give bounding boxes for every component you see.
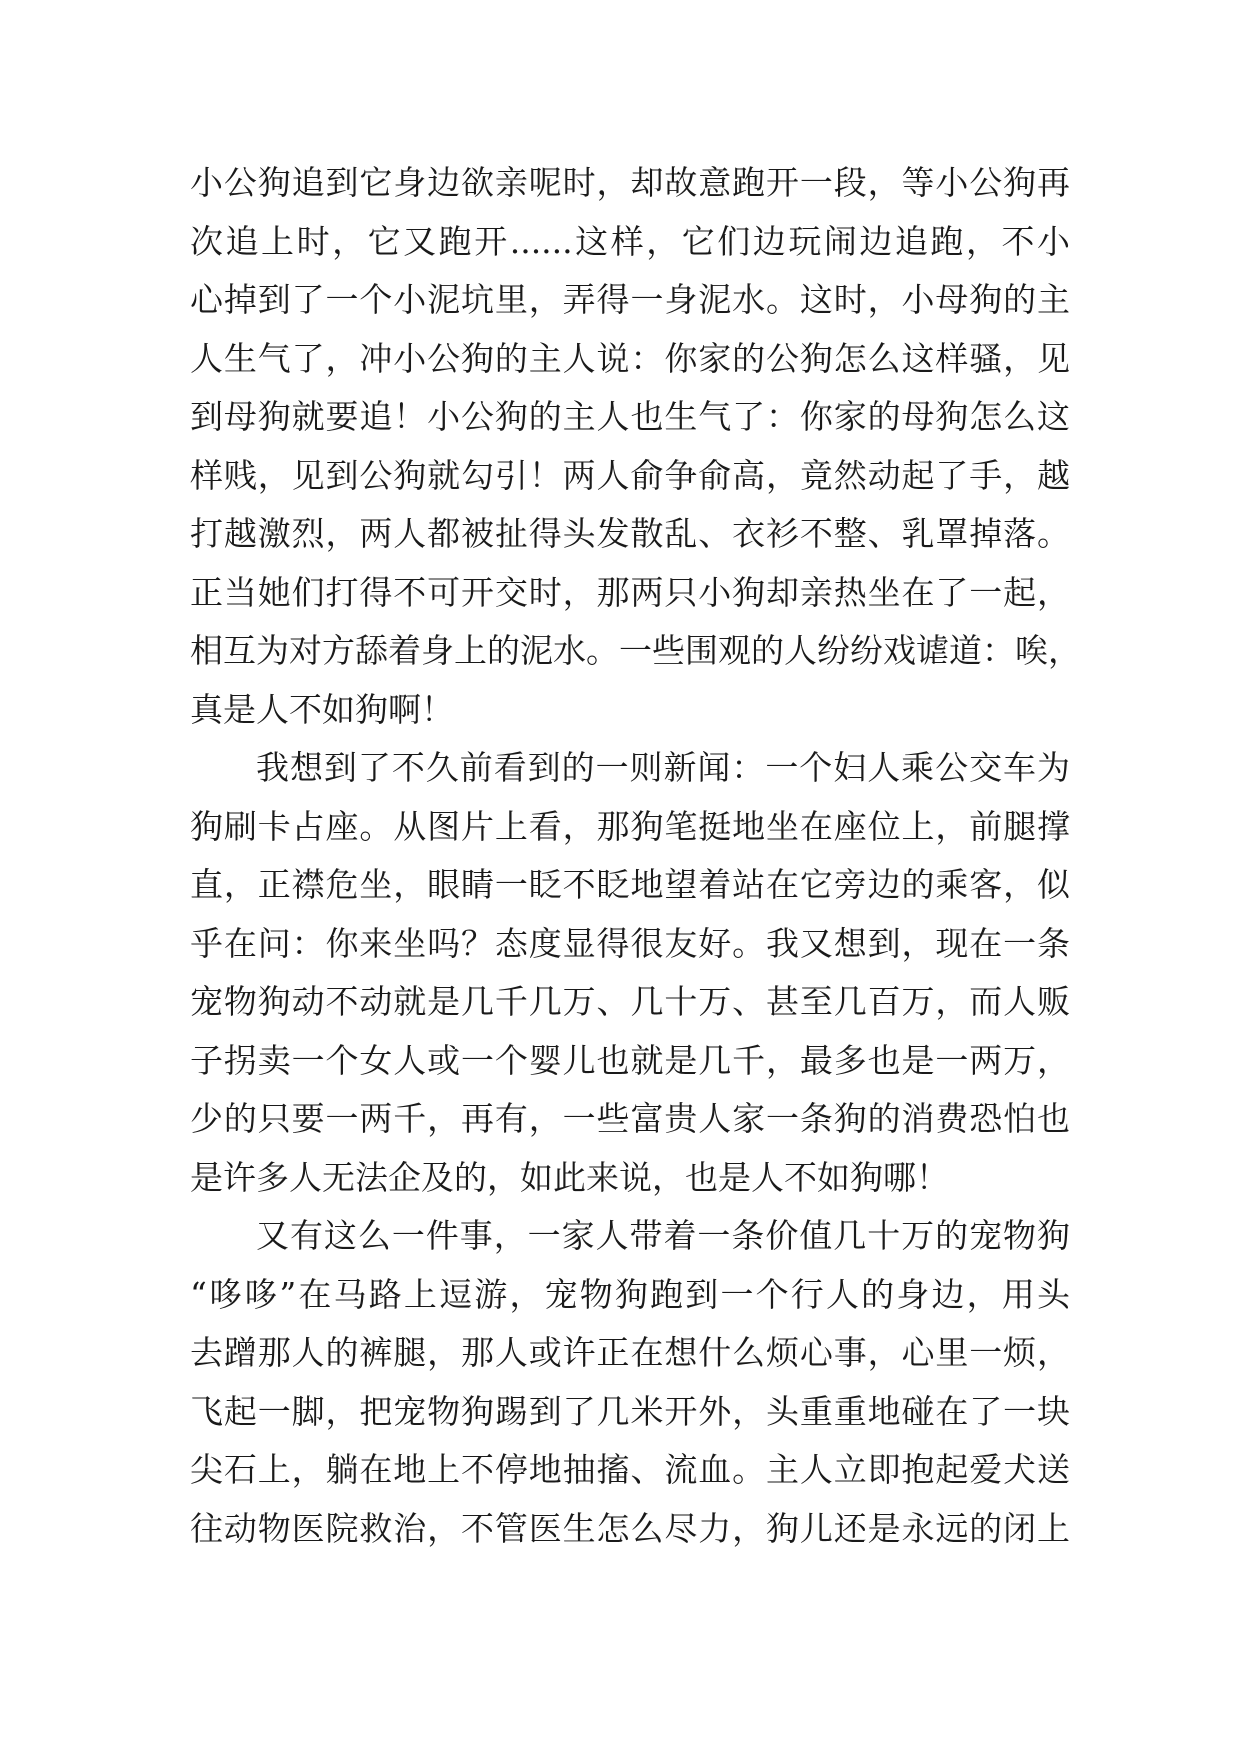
text-line: 心掉到了一个小泥坑里，弄得一身泥水。这时，小母狗的主 bbox=[190, 280, 1070, 319]
text-line: 子拐卖一个女人或一个婴儿也就是几千，最多也是一两万， bbox=[190, 1040, 1070, 1080]
text-line: 相互为对方舔着身上的泥水。一些围观的人纷纷戏谑道：唉， bbox=[190, 631, 1081, 670]
text-line: “哆哆”在马路上逗游，宠物狗跑到一个行人的身边，用头 bbox=[190, 1274, 1070, 1314]
text-line: 次追上时，它又跑开......这样，它们边玩闹边追跑，不小 bbox=[190, 221, 1070, 261]
text-line: 人生气了，冲小公狗的主人说：你家的公狗怎么这样骚，见 bbox=[190, 338, 1070, 378]
text-line: 狗刷卡占座。从图片上看，那狗笔挺地坐在座位上，前腿撑 bbox=[190, 806, 1070, 846]
text-line: 到母狗就要追！小公狗的主人也生气了：你家的母狗怎么这 bbox=[190, 397, 1070, 436]
text-line: 真是人不如狗啊！ bbox=[190, 689, 454, 729]
text-line: 少的只要一两千，再有，一些富贵人家一条狗的消费恐怕也 bbox=[190, 1099, 1070, 1138]
text-line: 乎在问：你来坐吗？态度显得很友好。我又想到，现在一条 bbox=[190, 923, 1070, 963]
text-line: 小公狗追到它身边欲亲呢时，却故意跑开一段，等小公狗再 bbox=[190, 163, 1070, 202]
paragraph-1 bbox=[190, 154, 1081, 739]
text-line: 往动物医院救治，不管医生怎么尽力，狗儿还是永远的闭上 bbox=[190, 1508, 1070, 1548]
paragraph-2 bbox=[190, 739, 1070, 1207]
text-line: 直，正襟危坐，眼睛一眨不眨地望着站在它旁边的乘客，似 bbox=[190, 865, 1070, 904]
text-line: 样贱，见到公狗就勾引！两人俞争俞高，竟然动起了手，越 bbox=[190, 455, 1070, 495]
text-line: 正当她们打得不可开交时，那两只小狗却亲热坐在了一起， bbox=[190, 572, 1070, 612]
text-line: 打越激烈，两人都被扯得头发散乱、衣衫不整、乳罩掉落。 bbox=[190, 514, 1070, 553]
body-text bbox=[190, 154, 1081, 1558]
text-line: 又有这么一件事，一家人带着一条价值几十万的宠物狗 bbox=[256, 1216, 1070, 1255]
paragraph-3 bbox=[190, 1207, 1070, 1558]
text-line: 我想到了不久前看到的一则新闻：一个妇人乘公交车为 bbox=[256, 748, 1070, 787]
text-line: 是许多人无法企及的，如此来说，也是人不如狗哪！ bbox=[190, 1157, 949, 1197]
text-line: 尖石上，躺在地上不停地抽搐、流血。主人立即抱起爱犬送 bbox=[190, 1450, 1070, 1489]
text-line: 宠物狗动不动就是几千几万、几十万、甚至几百万，而人贩 bbox=[190, 982, 1070, 1021]
text-line: 去蹭那人的裤腿，那人或许正在想什么烦心事，心里一烦， bbox=[190, 1333, 1070, 1372]
text-line: 飞起一脚，把宠物狗踢到了几米开外，头重重地碰在了一块 bbox=[190, 1391, 1070, 1431]
